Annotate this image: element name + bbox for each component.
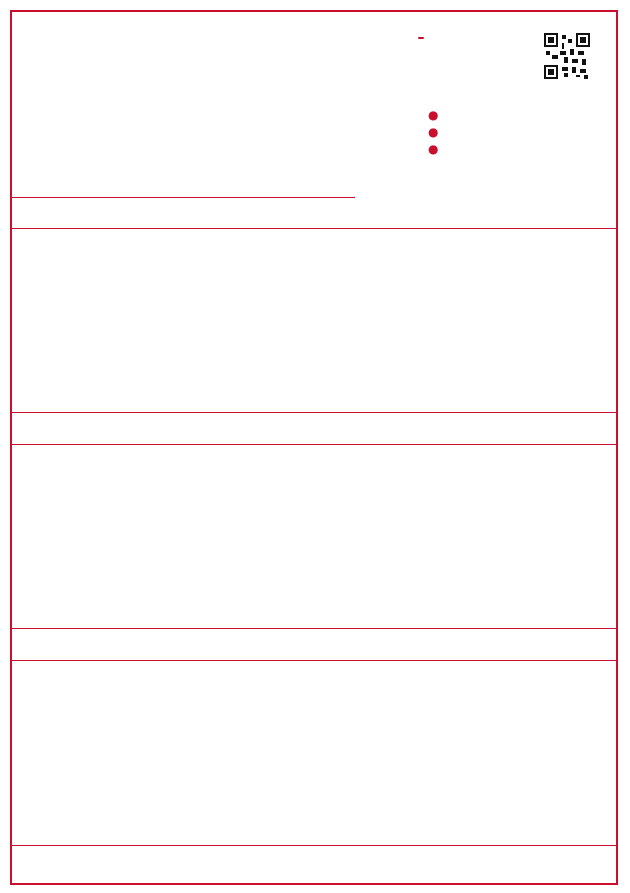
divider <box>10 444 618 445</box>
divider <box>10 228 618 229</box>
logo-badge <box>418 37 424 39</box>
divider <box>10 660 618 661</box>
divider <box>10 845 618 846</box>
divider <box>10 628 618 629</box>
service-info <box>428 108 618 159</box>
info-frozen: ● <box>428 142 439 156</box>
divider <box>10 197 355 198</box>
divider <box>10 412 618 413</box>
logo <box>418 33 520 89</box>
info-delivery: ● <box>428 108 439 122</box>
qr-code-icon <box>544 33 590 79</box>
info-banquet: ● <box>428 125 439 139</box>
